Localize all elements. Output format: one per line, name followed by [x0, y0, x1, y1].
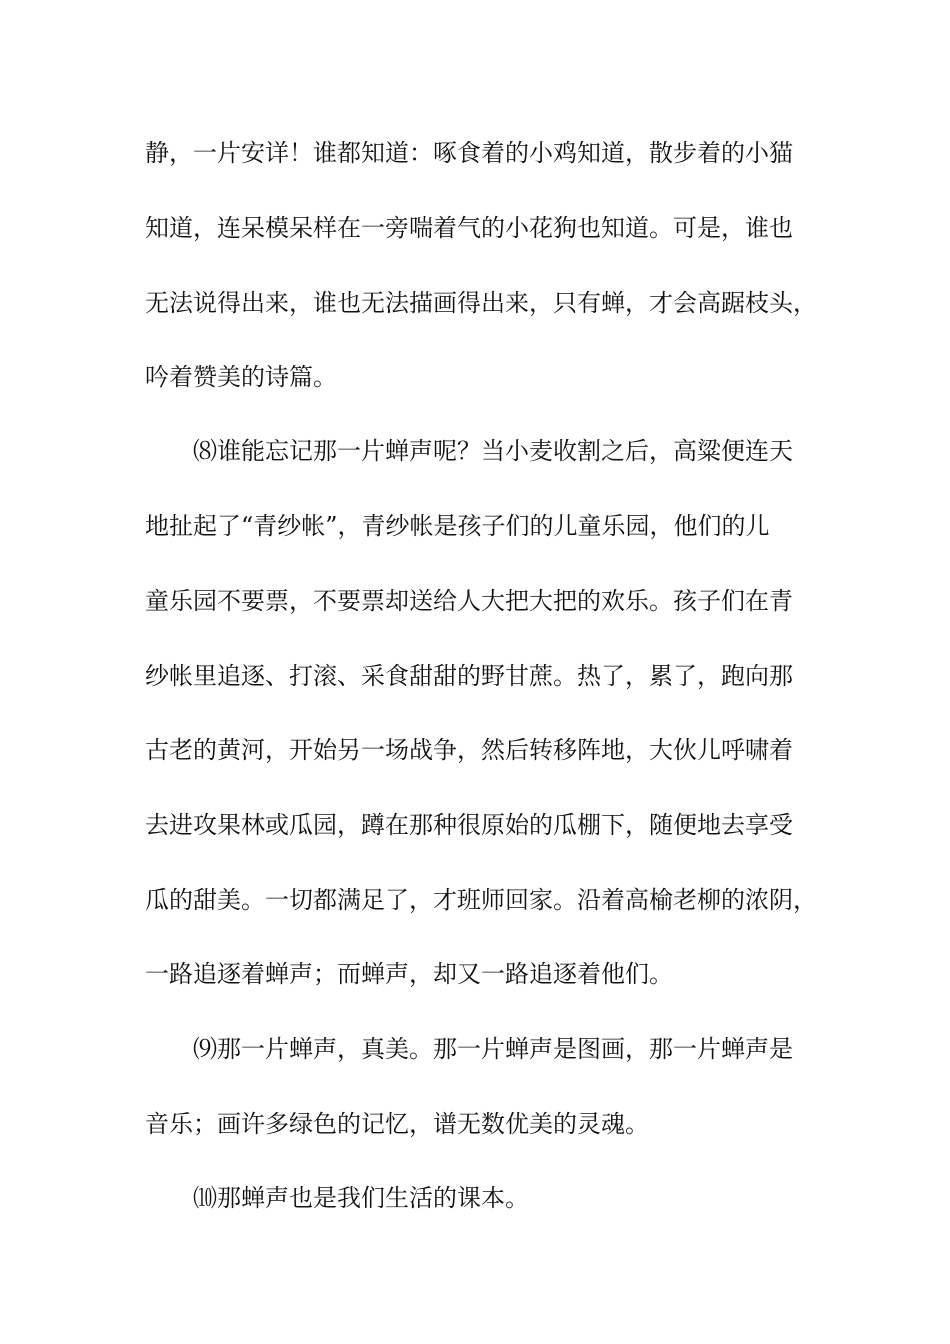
paragraph-8-first-line: ⑻谁能忘记那一片蝉声呢？当小麦收割之后，高粱便连天 — [193, 437, 793, 465]
text-line: 吟着赞美的诗篇。 — [145, 363, 337, 391]
text-line: 古老的黄河，开始另一场战争，然后转移阵地，大伙儿呼啸着 — [145, 736, 793, 764]
text-line: 静，一片安详！谁都知道：啄食着的小鸡知道，散步着的小猫 — [145, 139, 793, 167]
text-line: 童乐园不要票，不要票却送给人大把大把的欢乐。孩子们在青 — [145, 587, 793, 615]
text-line: 地扯起了“青纱帐”，青纱帐是孩子们的儿童乐园，他们的儿 — [145, 512, 770, 540]
text-line: 音乐；画许多绿色的记忆，谱无数优美的灵魂。 — [145, 1110, 649, 1138]
text-line: 一路追逐着蝉声；而蝉声，却又一路追逐着他们。 — [145, 960, 673, 988]
text-line: 知道，连呆模呆样在一旁喘着气的小花狗也知道。可是，谁也 — [145, 214, 793, 242]
text-line: 无法说得出来，谁也无法描画得出来，只有蝉，才会高踞枝头， — [145, 289, 817, 317]
paragraph-10-first-line: ⑽那蝉声也是我们生活的课本。 — [193, 1184, 529, 1212]
text-line: 瓜的甜美。一切都满足了，才班师回家。沿着高榆老柳的浓阴， — [145, 886, 817, 914]
paragraph-9-first-line: ⑼那一片蝉声，真美。那一片蝉声是图画，那一片蝉声是 — [193, 1035, 793, 1063]
text-line: 去进攻果林或瓜园，蹲在那种很原始的瓜棚下，随便地去享受 — [145, 811, 793, 839]
text-line: 纱帐里追逐、打滚、采食甜甜的野甘蔗。热了，累了，跑向那 — [145, 662, 793, 690]
